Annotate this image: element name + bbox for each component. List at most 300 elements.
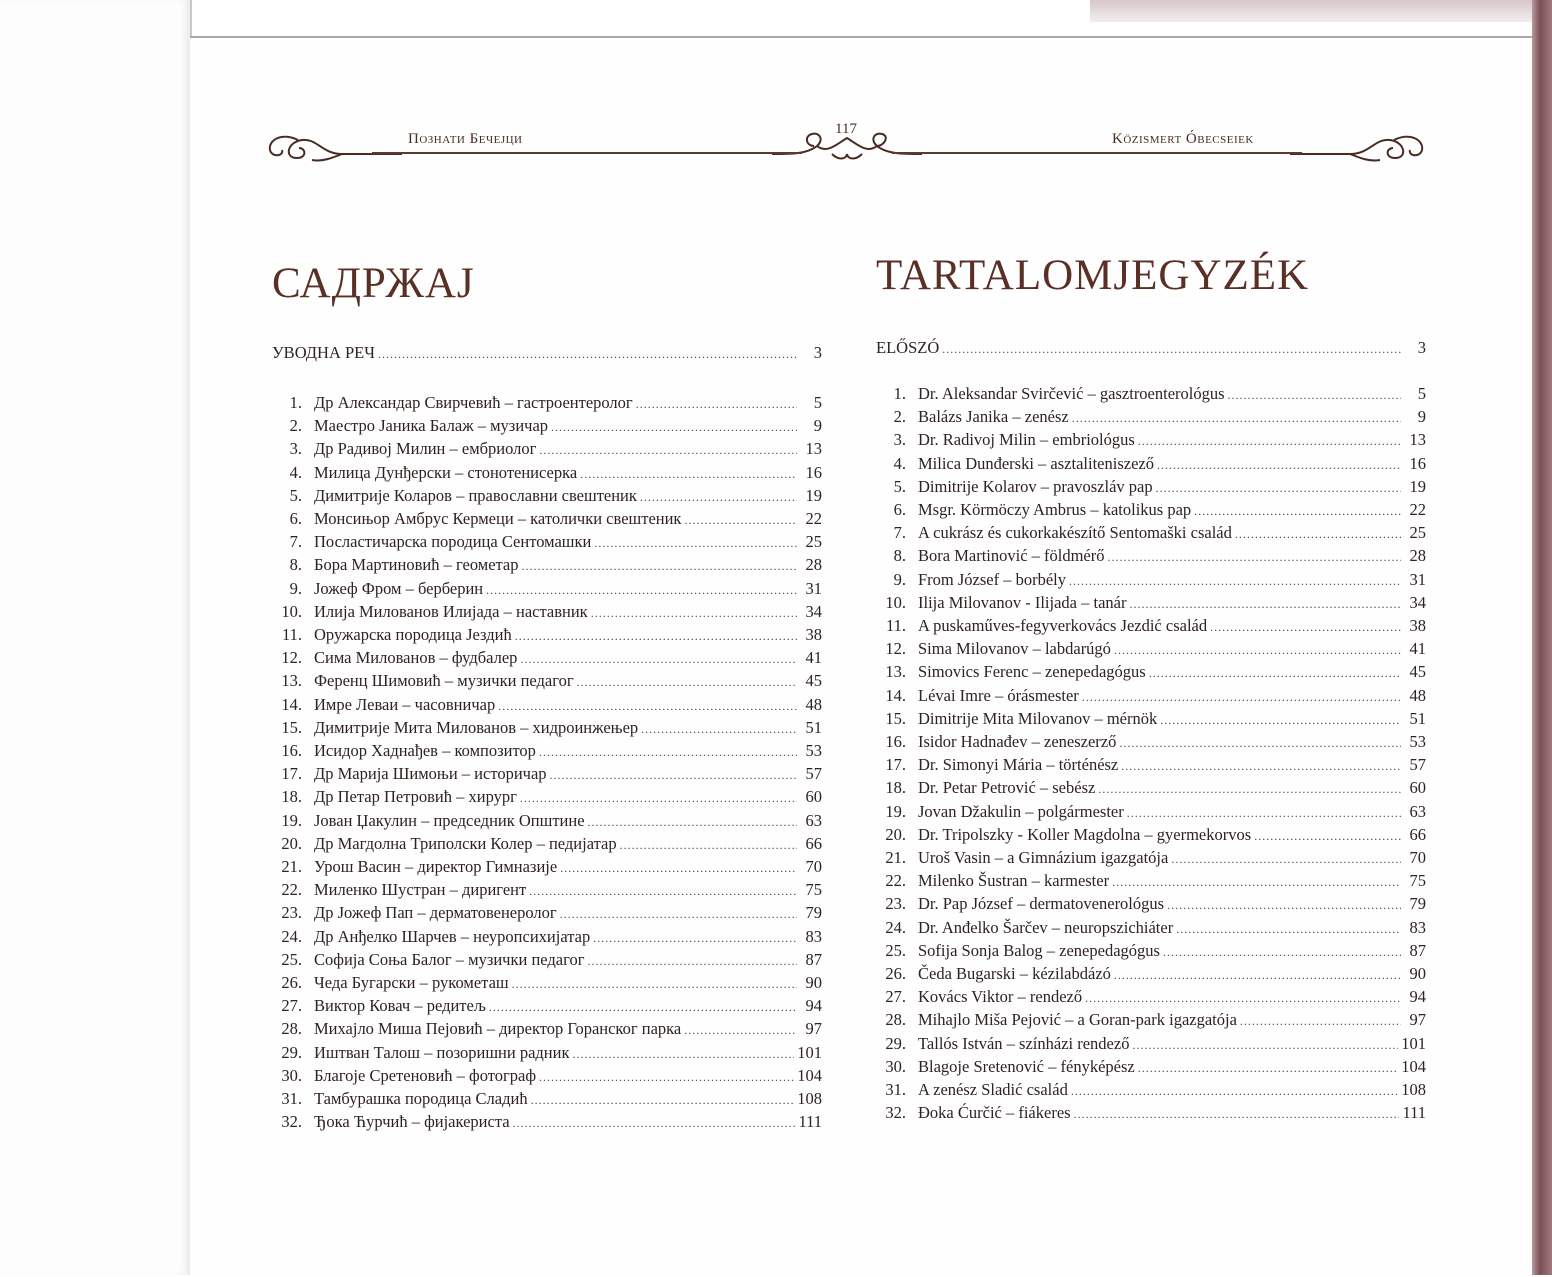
leader-dots (1108, 550, 1402, 565)
toc-entry-number: 9. (893, 569, 906, 589)
toc-entry-title: Msgr. Körmöczy Ambrus – katolikus pap (918, 500, 1192, 519)
toc-entry-number: 26. (885, 964, 906, 983)
leader-dots (1171, 852, 1401, 867)
toc-entry-title: Dimitrije Mita Milovanov – mérnök (918, 708, 1158, 728)
leader-dots (515, 629, 797, 644)
toc-entry-row[interactable] (876, 848, 1426, 871)
toc-entry-title: ELŐSZÓ (876, 338, 940, 357)
toc-entry-number: 28. (885, 1010, 906, 1030)
leader-dots (1157, 458, 1401, 473)
toc-entry-row[interactable] (272, 857, 822, 880)
leader-dots (580, 467, 797, 482)
toc-entry-row[interactable] (272, 393, 822, 416)
toc-entry-page: 51 (1409, 708, 1426, 728)
toc-entry-number: 11. (885, 616, 906, 635)
leader-dots (587, 954, 797, 969)
leader-dots (1071, 1084, 1398, 1099)
toc-entry-row[interactable] (876, 593, 1426, 616)
toc-entry-title: Маестро Јаника Балаж – музичар (314, 416, 549, 436)
toc-entry-page: 3 (813, 343, 822, 362)
toc-entry-title: Jovan Džakulin – polgármester (918, 801, 1124, 821)
toc-entry-row[interactable] (272, 671, 822, 694)
toc-entry-row[interactable] (876, 546, 1426, 569)
toc-entry-title: A zenész Sladić család (918, 1080, 1068, 1099)
toc-entry-number: 19. (281, 810, 302, 830)
toc-entry-page: 53 (1409, 732, 1426, 751)
toc-entry-row[interactable] (272, 787, 822, 810)
toc-entry-number: 31. (281, 1089, 302, 1108)
toc-entry-number: 24. (281, 926, 302, 946)
leader-dots (531, 1093, 795, 1108)
toc-entry-row[interactable] (272, 579, 822, 602)
leader-dots (529, 884, 797, 899)
toc-entry-page: 75 (805, 880, 822, 900)
toc-entry-number: 3. (289, 439, 302, 459)
toc-entry-number: 16. (885, 732, 906, 751)
toc-entry-page: 87 (1409, 940, 1426, 960)
toc-entry-page: 25 (805, 532, 822, 552)
toc-entry-row[interactable] (272, 532, 822, 555)
toc-entry-row[interactable] (272, 903, 822, 926)
swirl-ornament-left-icon (262, 128, 402, 168)
toc-entry-row[interactable] (272, 439, 822, 462)
toc-entry-number: 27. (885, 987, 906, 1007)
toc-entry-row[interactable] (876, 500, 1426, 523)
hungarian-table-of-contents (876, 338, 1426, 1138)
toc-entry-page: 79 (1409, 894, 1426, 914)
toc-entry-page: 104 (797, 1065, 822, 1085)
toc-entry-row[interactable] (876, 964, 1426, 987)
toc-entry-title: Имре Леваи – часовничар (314, 694, 496, 714)
toc-entry-row[interactable] (272, 950, 822, 973)
toc-entry-number: 20. (281, 833, 302, 853)
toc-entry-row[interactable] (272, 996, 822, 1019)
toc-entry-page: 111 (798, 1112, 822, 1132)
toc-entry-page: 63 (1409, 801, 1426, 821)
toc-entry-page: 101 (797, 1042, 822, 1062)
toc-entry-row[interactable] (272, 555, 822, 578)
toc-entry-page: 108 (1401, 1080, 1426, 1099)
toc-entry-row[interactable] (876, 662, 1426, 685)
toc-entry-row[interactable] (876, 1057, 1426, 1080)
toc-entry-number: 18. (885, 778, 906, 798)
toc-entry-page: 70 (805, 857, 822, 876)
leader-dots (1138, 1061, 1399, 1076)
toc-entry-title: Монсињор Амбрус Кермеци – католички свештеник (314, 509, 682, 528)
toc-entry-number: 15. (885, 708, 906, 728)
toc-entry-page: 3 (1417, 338, 1426, 357)
toc-entry-page: 25 (1409, 523, 1426, 543)
toc-entry-title: Посластичарска породица Сентомашки (314, 532, 592, 552)
toc-entry-page: 60 (1409, 778, 1426, 798)
toc-entry-title: Јожеф Фром – берберин (314, 578, 484, 598)
toc-entry-row[interactable] (876, 1080, 1426, 1103)
toc-entry-title: Тамбурашка породица Сладић (314, 1089, 528, 1108)
toc-entry-page: 31 (805, 578, 822, 598)
leader-dots (591, 606, 797, 621)
toc-entry-number: 28. (281, 1019, 302, 1039)
toc-entry-page: 70 (1409, 848, 1426, 867)
toc-entry-title: Blagoje Sretenović – fényképész (918, 1056, 1135, 1076)
leader-dots (1194, 504, 1401, 519)
leader-dots (560, 907, 797, 922)
toc-entry-number: 13. (281, 671, 302, 691)
toc-entry-title: Јован Џакулин – председник Општине (314, 810, 585, 830)
toc-entry-title: Др Анђелко Шарчев – неуропсихијатар (314, 926, 591, 946)
leader-dots (560, 861, 797, 876)
toc-entry-row[interactable] (272, 416, 822, 439)
toc-entry-title: Урош Васин – директор Гимназије (314, 857, 558, 876)
leader-dots (1156, 481, 1401, 496)
leader-dots (539, 1070, 794, 1085)
toc-entry-title: Kovács Viktor – rendező (918, 987, 1083, 1007)
toc-entry-row[interactable] (876, 523, 1426, 546)
toc-entry-title: Mihajlo Miša Pejović – a Goran-park igazgatója (918, 1010, 1237, 1030)
toc-entry-row[interactable] (272, 973, 822, 996)
toc-entry-number: 9. (289, 578, 302, 598)
toc-entry-row[interactable] (876, 477, 1426, 500)
leader-dots (486, 583, 797, 598)
toc-entry-number: 5. (893, 476, 906, 496)
toc-entry-title: Др Магдолна Триполски Колер – педијатар (314, 833, 617, 853)
toc-entry-row[interactable] (272, 1019, 822, 1042)
toc-entry-number: 8. (893, 546, 906, 566)
toc-entry-title: Димитрије Коларов – православни свештеник (314, 485, 637, 505)
toc-entry-title: Dr. Radivoj Milin – embriológus (918, 430, 1135, 450)
toc-entry-row[interactable] (272, 509, 822, 532)
toc-entry-title: Dr. Anđelko Šarčev – neuropszichiáter (918, 917, 1174, 937)
toc-entry-number: 21. (885, 848, 906, 867)
toc-entry-number: 25. (885, 940, 906, 960)
leader-dots (1240, 1014, 1401, 1029)
toc-entry-title: Сима Милованов – фудбалер (314, 648, 518, 668)
toc-entry-title: Др Јожеф Пап – дерматовенеролог (314, 903, 557, 923)
toc-entry-number: 30. (885, 1056, 906, 1076)
toc-entry-page: 48 (1409, 685, 1426, 705)
leader-dots (1176, 922, 1401, 937)
running-head-left: Познати Бечејци (408, 131, 523, 147)
toc-entry-number: 19. (885, 801, 906, 821)
leader-dots (520, 791, 797, 806)
toc-entry-page: 41 (1409, 639, 1426, 659)
toc-entry-row[interactable] (876, 732, 1426, 755)
leader-dots (512, 977, 797, 992)
leader-dots (551, 420, 797, 435)
toc-entry-row[interactable] (272, 1066, 822, 1089)
toc-entry-row[interactable] (876, 1010, 1426, 1033)
toc-entry-row[interactable] (876, 639, 1426, 662)
toc-entry-number: 31. (885, 1080, 906, 1099)
toc-entry-page: 101 (1401, 1033, 1426, 1053)
toc-entry-title: Čeda Bugarski – kézilabdázó (918, 964, 1111, 983)
toc-entry-page: 63 (805, 810, 822, 830)
toc-entry-title: Simovics Ferenc – zenepedagógus (918, 662, 1146, 682)
toc-entry-number: 8. (289, 555, 302, 575)
toc-entry-page: 57 (805, 764, 822, 784)
toc-entry-row[interactable] (876, 709, 1426, 732)
toc-entry-title: Др Александар Свирчевић – гастроентеролог (314, 393, 633, 412)
toc-entry-page: 28 (1409, 546, 1426, 566)
leader-dots (1129, 597, 1401, 612)
toc-entry-page: 83 (805, 926, 822, 946)
toc-entry-title: Ђока Ћурчић – фијакериста (314, 1112, 510, 1132)
toc-entry-number: 1. (289, 393, 302, 412)
toc-entry-row[interactable] (272, 625, 822, 648)
leader-dots (513, 1116, 796, 1131)
toc-entry-page: 66 (1409, 824, 1426, 844)
toc-entry-number: 17. (281, 764, 302, 784)
toc-entry-page: 22 (805, 509, 822, 528)
leader-dots (641, 722, 797, 737)
toc-entry-row[interactable] (876, 570, 1426, 593)
toc-entry-title: Dr. Simonyi Mária – történész (918, 755, 1119, 775)
toc-entry-number: 10. (885, 592, 906, 612)
page-number: 117 (835, 121, 857, 137)
leader-dots (539, 443, 797, 458)
leader-dots (1254, 829, 1401, 844)
leader-dots (539, 745, 797, 760)
toc-entry-number: 32. (281, 1112, 302, 1132)
toc-entry-row[interactable] (876, 894, 1426, 917)
leader-dots (942, 342, 1401, 357)
toc-entry-number: 30. (281, 1065, 302, 1085)
toc-entry-number: 24. (885, 917, 906, 937)
toc-entry-row[interactable] (272, 741, 822, 764)
toc-entry-number: 7. (893, 523, 906, 543)
toc-entry-title: Sofija Sonja Balog – zenepedagógus (918, 940, 1160, 960)
toc-entry-title: Isidor Hadnađev – zeneszerző (918, 732, 1117, 751)
leader-dots (1132, 1038, 1398, 1053)
toc-entry-title: Dimitrije Kolarov – pravoszláv pap (918, 476, 1153, 496)
toc-entry-title: A puskaműves-fegyverkovács Jezdić család (918, 616, 1208, 635)
toc-entry-number: 22. (281, 880, 302, 900)
toc-entry-title: Виктор Ковач – редитељ (314, 996, 486, 1016)
toc-entry-page: 16 (805, 462, 822, 482)
toc-entry-page: 90 (805, 973, 822, 992)
toc-entry-number: 13. (885, 662, 906, 682)
toc-entry-row[interactable] (272, 834, 822, 857)
toc-entry-row[interactable] (876, 454, 1426, 477)
toc-entry-title: Sima Milovanov – labdarúgó (918, 639, 1111, 659)
toc-entry-page: 66 (805, 833, 822, 853)
toc-entry-page: 48 (805, 694, 822, 714)
toc-entry-number: 12. (885, 639, 906, 659)
toc-entry-number: 27. (281, 996, 302, 1016)
toc-entry-page: 79 (805, 903, 822, 923)
toc-entry-title: Dr. Tripolszky - Koller Magdolna – gyermekorvos (918, 824, 1252, 844)
toc-entry-page: 13 (1409, 430, 1426, 450)
toc-entry-row[interactable] (272, 764, 822, 787)
leader-dots (640, 490, 797, 505)
toc-entry-number: 14. (281, 694, 302, 714)
toc-entry-title: УВОДНА РЕЧ (272, 343, 375, 362)
leader-dots (1210, 620, 1401, 635)
toc-entry-title: Миленко Шустран – диригент (314, 880, 527, 900)
leader-dots (1112, 875, 1401, 890)
leader-dots (1082, 690, 1401, 705)
toc-entry-row[interactable] (272, 648, 822, 671)
leader-dots (1085, 991, 1401, 1006)
toc-entry-row[interactable] (272, 811, 822, 834)
toc-entry-page: 90 (1409, 964, 1426, 983)
toc-entry-page: 87 (805, 949, 822, 969)
leader-dots (1163, 945, 1401, 960)
toc-entry-number: 26. (281, 973, 302, 992)
toc-entry-row[interactable] (272, 880, 822, 903)
toc-entry-number: 3. (893, 430, 906, 450)
toc-entry-title: Бора Мартиновић – геометар (314, 555, 519, 575)
toc-entry-page: 104 (1401, 1056, 1426, 1076)
toc-entry-page: 19 (805, 485, 822, 505)
serbian-heading: САДРЖАЈ (272, 260, 475, 307)
leader-dots (1114, 643, 1401, 658)
leader-dots (572, 1047, 794, 1062)
header-rule-right (892, 152, 1302, 154)
toc-entry-page: 38 (1409, 616, 1426, 635)
toc-entry-title: Чеда Бугарски – рукометаш (314, 973, 509, 992)
toc-entry-row[interactable] (876, 871, 1426, 894)
toc-entry-number: 6. (289, 509, 302, 528)
toc-entry-row[interactable] (272, 463, 822, 486)
toc-entry-number: 12. (281, 648, 302, 668)
toc-entry-page: 53 (805, 741, 822, 760)
toc-entry-title: A cukrász és cukorkakészítő Sentomaški család (918, 523, 1232, 543)
toc-entry-title: Milica Dunđerski – asztaliteniszező (918, 453, 1154, 473)
toc-entry-row[interactable] (272, 695, 822, 718)
toc-entry-number: 16. (281, 741, 302, 760)
toc-entry-row[interactable] (876, 987, 1426, 1010)
toc-entry-row[interactable] (876, 384, 1426, 407)
serbian-table-of-contents (272, 343, 822, 1143)
toc-entry-title: Илија Милованов Илијада – наставник (314, 601, 588, 621)
toc-entry-title: Dr. Aleksandar Svirčević – gasztroenterológus (918, 384, 1225, 403)
toc-entry-row[interactable] (876, 941, 1426, 964)
toc-intro-row[interactable] (876, 338, 1426, 361)
toc-entry-page: 9 (813, 416, 822, 436)
leader-dots (620, 838, 797, 853)
toc-entry-title: Михајло Миша Пејовић – директор Горанског парка (314, 1019, 682, 1039)
toc-entry-page: 9 (1417, 407, 1426, 427)
leader-dots (593, 931, 797, 946)
book-edge-top (1090, 0, 1552, 22)
toc-entry-row[interactable] (876, 616, 1426, 639)
leader-dots (1121, 759, 1401, 774)
toc-entry-page: 97 (805, 1019, 822, 1039)
toc-entry-row[interactable] (876, 802, 1426, 825)
toc-entry-number: 4. (289, 462, 302, 482)
leader-dots (520, 652, 797, 667)
toc-entry-page: 34 (1409, 592, 1426, 612)
toc-entry-page: 38 (805, 625, 822, 644)
toc-entry-row[interactable] (876, 918, 1426, 941)
toc-intro-row[interactable] (272, 343, 822, 366)
leader-dots (1119, 736, 1401, 751)
toc-entry-row[interactable] (272, 602, 822, 625)
toc-entry-title: Bora Martinović – földmérő (918, 546, 1105, 566)
toc-entry-row[interactable] (876, 1103, 1426, 1126)
hungarian-heading: TARTALOMJEGYZÉK (876, 252, 1310, 299)
toc-entry-number: 17. (885, 755, 906, 775)
toc-entry-page: 5 (813, 393, 822, 412)
toc-entry-page: 60 (805, 787, 822, 807)
leader-dots (1235, 527, 1401, 542)
toc-entry-row[interactable] (876, 686, 1426, 709)
running-head-right: Közismert Óbecseiek (1112, 131, 1254, 147)
leader-dots (1167, 898, 1401, 913)
leader-dots (489, 1000, 797, 1015)
toc-entry-row[interactable] (272, 927, 822, 950)
toc-entry-row[interactable] (876, 430, 1426, 453)
leader-dots (1138, 434, 1401, 449)
toc-entry-title: Ференц Шимовић – музички педагог (314, 671, 574, 691)
toc-entry-page: 75 (1409, 871, 1426, 891)
leader-dots (1114, 968, 1401, 983)
toc-entry-row[interactable] (876, 778, 1426, 801)
toc-entry-title: Milenko Šustran – karmester (918, 871, 1110, 891)
toc-entry-page: 57 (1409, 755, 1426, 775)
toc-entry-number: 18. (281, 787, 302, 807)
toc-entry-page: 97 (1409, 1010, 1426, 1030)
leader-dots (577, 675, 797, 690)
toc-entry-number: 6. (893, 500, 906, 519)
toc-entry-title: From József – borbély (918, 569, 1067, 589)
toc-entry-number: 20. (885, 824, 906, 844)
leader-dots (684, 1023, 797, 1038)
toc-entry-title: Благоје Сретеновић – фотограф (314, 1065, 537, 1085)
toc-entry-row[interactable] (272, 1112, 822, 1135)
toc-entry-row[interactable] (272, 718, 822, 741)
toc-entry-row[interactable] (876, 1034, 1426, 1057)
toc-entry-row[interactable] (876, 755, 1426, 778)
toc-entry-row[interactable] (272, 1043, 822, 1066)
toc-entry-title: Đoka Ćurčić – fiákeres (918, 1103, 1071, 1123)
toc-entry-number: 10. (281, 601, 302, 621)
leader-dots (1069, 574, 1401, 589)
toc-entry-page: 22 (1409, 500, 1426, 519)
swirl-ornament-right-icon (1290, 124, 1430, 166)
toc-entry-number: 29. (281, 1042, 302, 1062)
toc-entry-title: Tallós István – színházi rendező (918, 1033, 1130, 1053)
leader-dots (1072, 411, 1401, 426)
toc-entry-page: 16 (1409, 453, 1426, 473)
leader-dots (1098, 782, 1401, 797)
toc-entry-title: Др Радивој Милин – ембриолог (314, 439, 537, 459)
toc-entry-number: 23. (281, 903, 302, 923)
toc-entry-number: 5. (289, 485, 302, 505)
toc-entry-page: 94 (805, 996, 822, 1016)
leader-dots (636, 397, 797, 412)
toc-entry-title: Др Марија Шимоњи – историчар (314, 764, 547, 784)
toc-entry-title: Uroš Vasin – a Gimnázium igazgatója (918, 848, 1169, 867)
toc-entry-title: Ilija Milovanov - Ilijada – tanár (918, 592, 1127, 612)
toc-entry-number: 7. (289, 532, 302, 552)
toc-entry-row[interactable] (876, 407, 1426, 430)
leader-dots (1160, 713, 1401, 728)
leader-dots (684, 513, 797, 528)
leader-dots (1149, 666, 1401, 681)
toc-entry-title: Оружарска породица Јездић (314, 625, 512, 644)
toc-entry-row[interactable] (876, 825, 1426, 848)
toc-entry-number: 1. (893, 384, 906, 403)
leader-dots (522, 559, 797, 574)
leader-dots (594, 536, 797, 551)
toc-entry-number: 2. (289, 416, 302, 436)
toc-entry-row[interactable] (272, 1089, 822, 1112)
toc-entry-row[interactable] (272, 486, 822, 509)
leader-dots (1127, 806, 1401, 821)
toc-entry-page: 51 (805, 717, 822, 737)
facing-page-edge (0, 0, 192, 1275)
